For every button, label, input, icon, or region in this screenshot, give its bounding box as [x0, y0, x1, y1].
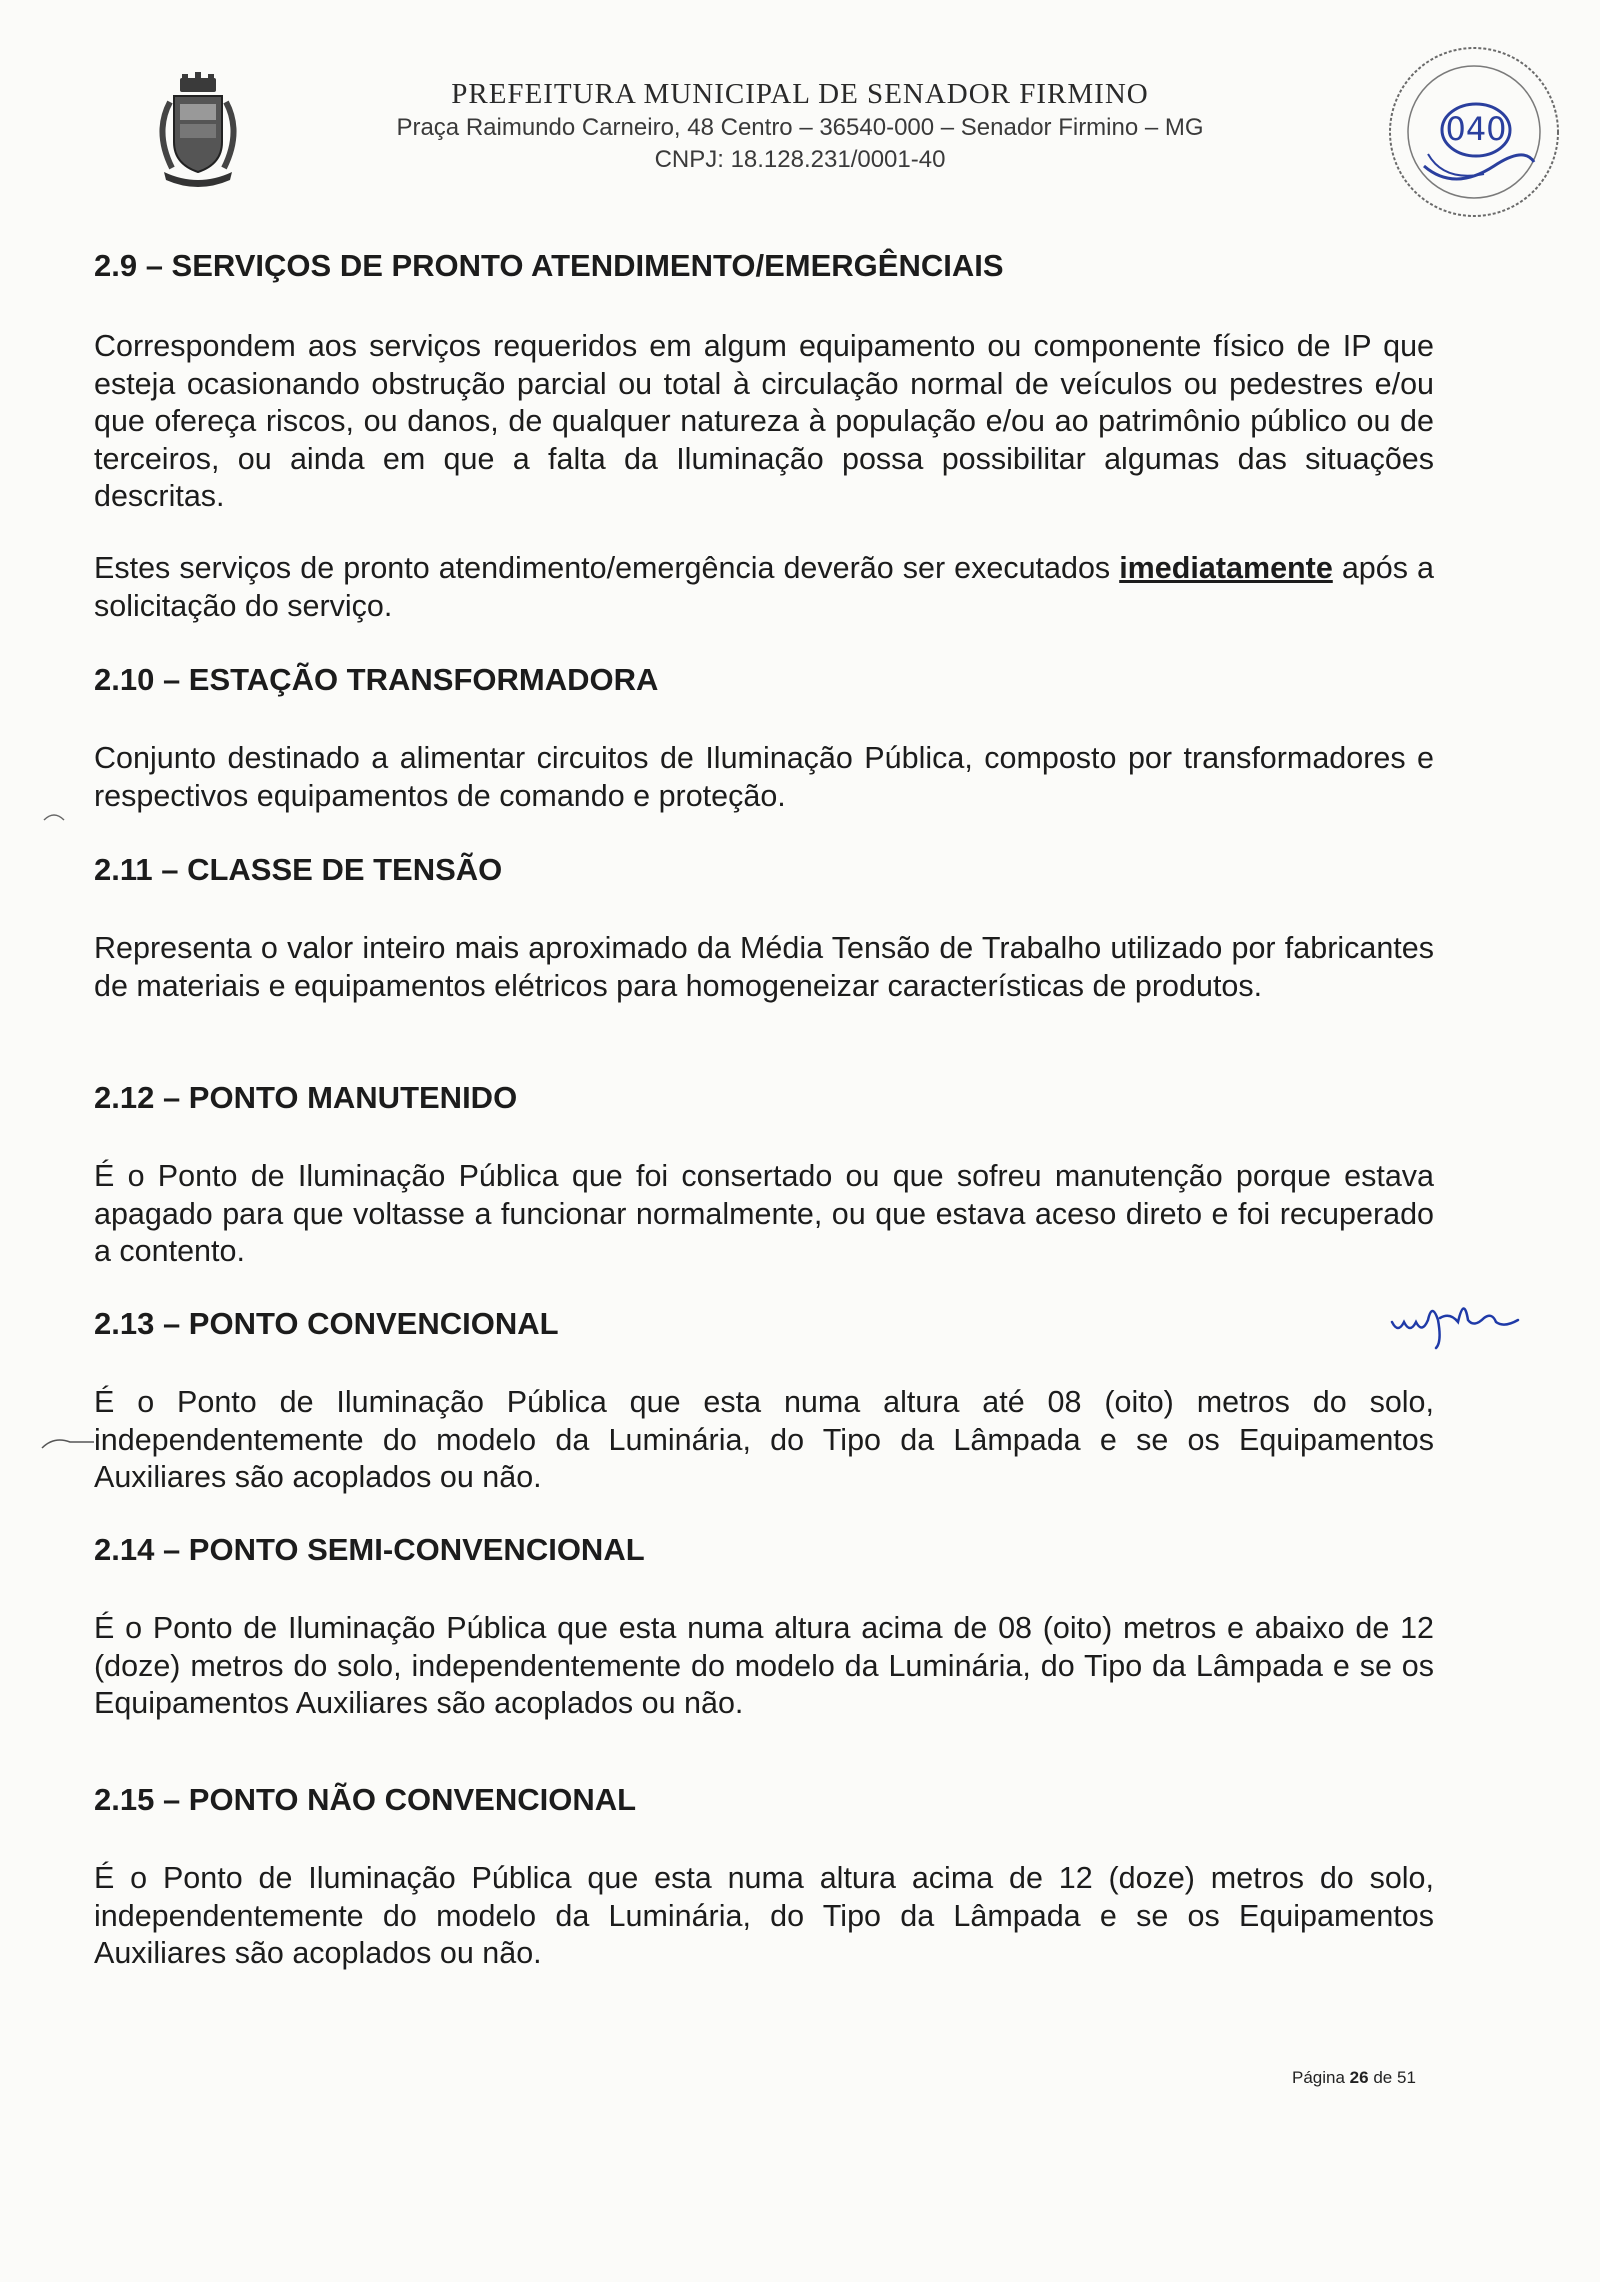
section-2-14	[94, 1530, 1434, 1723]
section-2-12-title: 2.12 – PONTO MANUTENIDO	[94, 1080, 518, 1115]
seal-number: 040	[1445, 110, 1507, 148]
section-2-10-title: 2.10 – ESTAÇÃO TRANSFORMADORA	[94, 662, 659, 697]
section-2-15-text: É o Ponto de Iluminação Pública que esta numa altura acima de 12 (doze) metros do solo, independentemente do modelo da Luminária, do Tipo da Lâmpada e se os Equipamentos Auxiliares são acoplados ou não.	[94, 1861, 1434, 1970]
margin-mark	[40, 808, 80, 828]
letterhead-cnpj: CNPJ: 18.128.231/0001-40	[654, 146, 946, 173]
section-2-9-text2-after: após a solicitação do serviço.	[94, 551, 1434, 623]
page-label: Página	[1292, 2068, 1345, 2087]
section-2-9-text2-before: Estes serviços de pronto atendimento/emergência deverão ser executados	[94, 551, 1111, 585]
letterhead	[300, 76, 1300, 176]
section-2-14-text: É o Ponto de Iluminação Pública que esta numa altura acima de 08 (oito) metros e abaixo de 12 (doze) metros do solo, independentemente do modelo da Luminária, do Tipo da Lâmpada e se os Equipamentos Auxiliares são acoplados ou não.	[94, 1611, 1434, 1720]
section-2-15	[94, 1780, 1434, 1973]
page-of: de	[1373, 2068, 1393, 2087]
section-2-11-text: Representa o valor inteiro mais aproximado da Média Tensão de Trabalho utilizado por fabricantes de materiais e equipamentos elétricos para homogeneizar características de produtos.	[94, 931, 1434, 1003]
section-2-13	[94, 1304, 1434, 1497]
section-2-12	[94, 1078, 1434, 1271]
section-2-11	[94, 850, 1434, 1005]
section-2-9	[94, 246, 1434, 516]
letterhead-title: PREFEITURA MUNICIPAL DE SENADOR FIRMINO	[451, 78, 1149, 110]
section-2-10-text: Conjunto destinado a alimentar circuitos de Iluminação Pública, composto por transformadores e respectivos equipamentos de comando e proteção.	[94, 741, 1434, 813]
section-2-9-text: Correspondem aos serviços requeridos em algum equipamento ou componente físico de IP que esteja ocasionando obstrução parcial ou total à circulação normal de veículos ou pedestres e/ou que ofereça riscos, ou danos, de qualquer natureza à população e/ou ao patrimônio público ou de terceiros, ou ainda em que a falta da Iluminação possa possibilitar algumas das situações descritas.	[94, 329, 1434, 513]
page-number	[1292, 2068, 1416, 2088]
section-2-12-text: É o Ponto de Iluminação Pública que foi consertado ou que sofreu manutenção porque estava apagado para que voltasse a funcionar normalmente, ou que estava aceso direto e foi recuperado a contento.	[94, 1159, 1434, 1268]
handwritten-signature	[1388, 1282, 1528, 1352]
letterhead-address: Praça Raimundo Carneiro, 48 Centro – 36540-000 – Senador Firmino – MG	[396, 114, 1204, 141]
margin-mark	[40, 1432, 96, 1456]
page-current: 26	[1349, 2068, 1369, 2087]
commission-seal-icon	[1384, 42, 1564, 222]
page-total: 51	[1396, 2068, 1416, 2087]
section-2-14-title: 2.14 – PONTO SEMI-CONVENCIONAL	[94, 1532, 645, 1567]
coat-of-arms-icon	[150, 72, 246, 190]
section-2-11-title: 2.11 – CLASSE DE TENSÃO	[94, 852, 503, 887]
section-2-9-title: 2.9 – SERVIÇOS DE PRONTO ATENDIMENTO/EMERGÊNCIAIS	[94, 248, 1004, 283]
emphasis-imediatamente: imediatamente	[1119, 551, 1333, 585]
section-2-13-text: É o Ponto de Iluminação Pública que esta numa altura até 08 (oito) metros do solo, independentemente do modelo da Luminária, do Tipo da Lâmpada e se os Equipamentos Auxiliares são acoplados ou não.	[94, 1385, 1434, 1494]
section-2-10	[94, 660, 1434, 815]
section-2-15-title: 2.15 – PONTO NÃO CONVENCIONAL	[94, 1782, 637, 1817]
section-2-9-paragraph-2	[94, 550, 1434, 625]
section-2-13-title: 2.13 – PONTO CONVENCIONAL	[94, 1306, 559, 1341]
